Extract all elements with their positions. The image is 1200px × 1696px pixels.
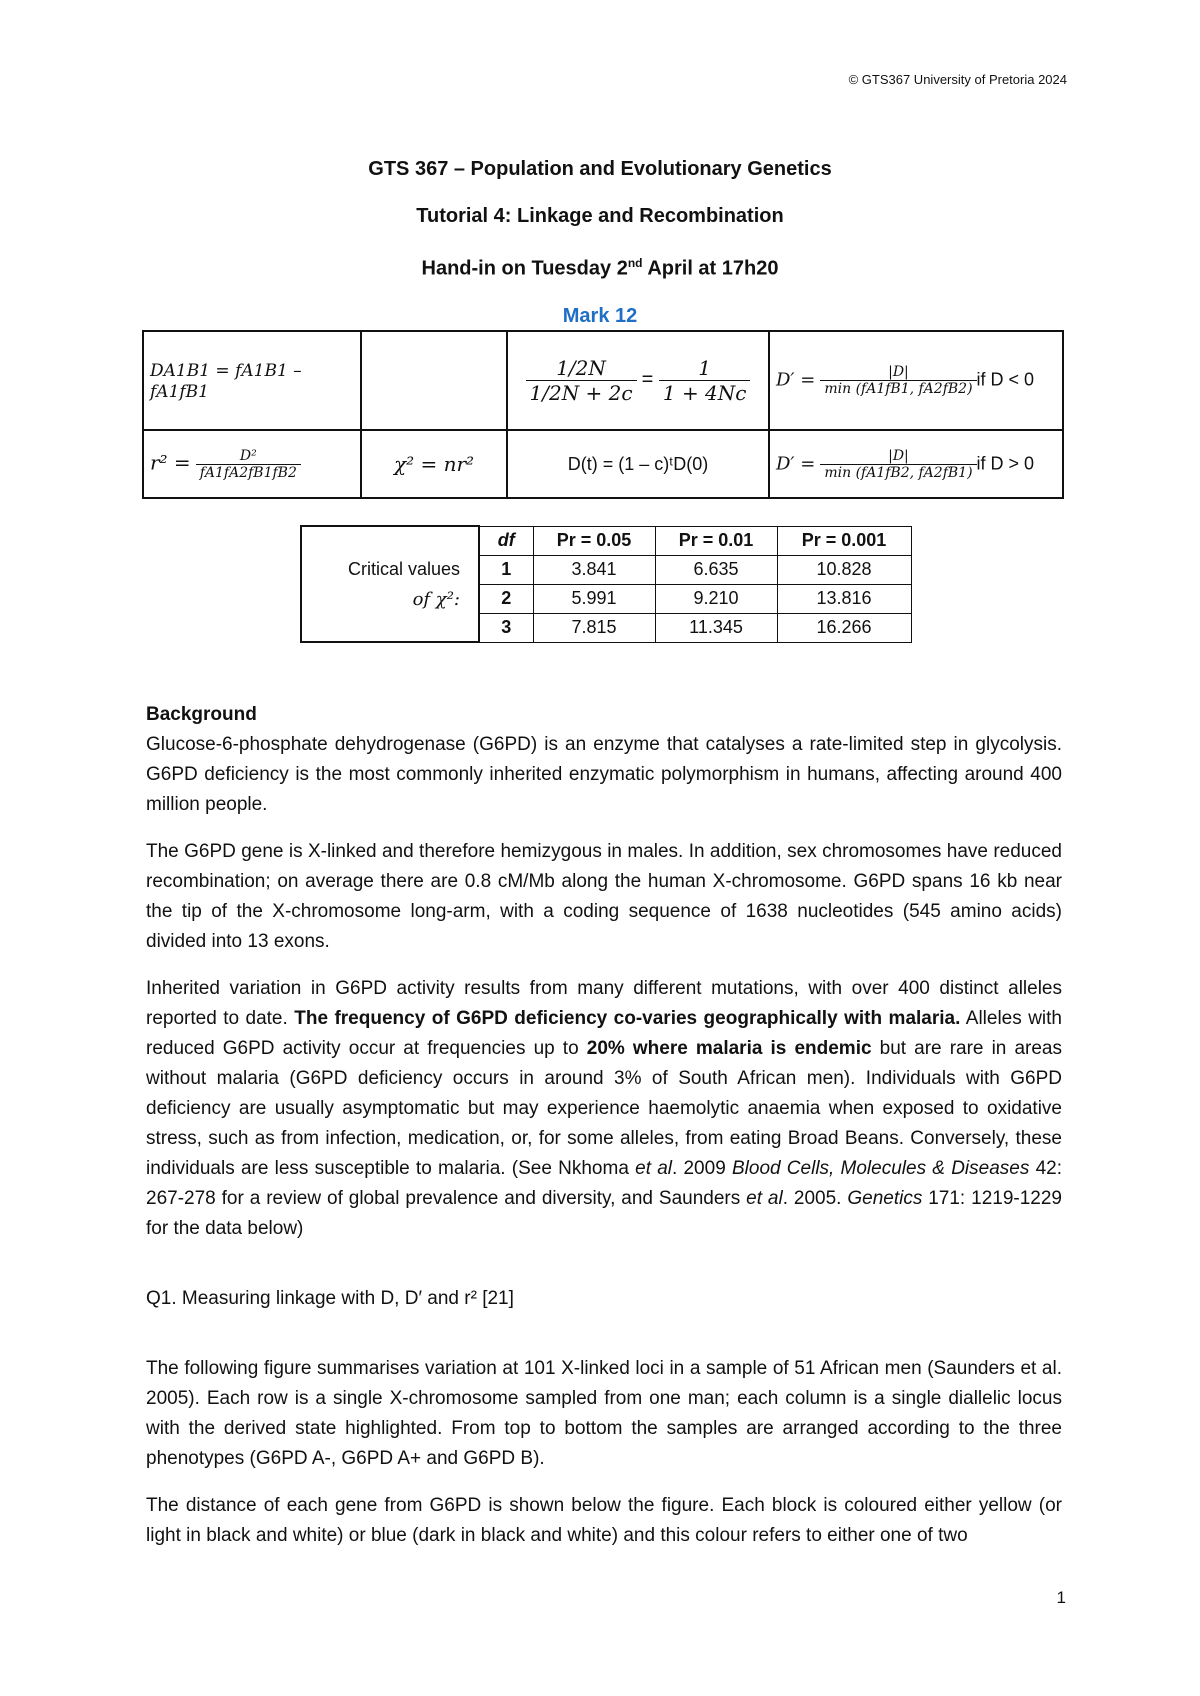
critical-values-label: Critical values of χ²: — [301, 526, 479, 642]
table-row: 1 3.841 6.635 10.828 — [301, 555, 911, 584]
background-heading: Background — [146, 704, 257, 725]
copyright-notice: © GTS367 University of Pretoria 2024 — [848, 72, 1067, 87]
formula-empty-cell — [361, 331, 507, 430]
table-row: 2 5.991 9.210 13.816 — [301, 584, 911, 613]
col-header-p001: Pr = 0.01 — [655, 526, 777, 555]
question-1-heading: Q1. Measuring linkage with D, D′ and r² [21] — [146, 1288, 514, 1309]
formula-dprime-pos: D′ = $\frac{|D|}{\min (fA1fB2, fA2fB1)}$ if D > 0 — [769, 430, 1063, 498]
formula-d: DA1B1 = fA1B1 – fA1fB1 — [143, 331, 361, 430]
paragraph-figure: The following figure summarises variation at 101 X-linked loci in a sample of 51 African men (Saunders et al. 2005). Each row is a single X-chromosome sampled from one man; each column is a single diallelic locus with the derived state highlighted. From top to bottom the samples are arranged according to the three phenotypes (G6PD A-, G6PD A+ and G6PD B). — [146, 1358, 1062, 1469]
formula-dprime-neg: D′ = $\frac{|D|}{\min (fA1fB1, fA2fB2)}$ if D < 0 — [769, 331, 1063, 430]
col-header-p005: Pr = 0.05 — [533, 526, 655, 555]
handin-date: Hand-in on Tuesday 2nd April at 17h20 — [421, 256, 779, 280]
paragraph-gene: The G6PD gene is X-linked and therefore hemizygous in males. In addition, sex chromosomes have reduced recombination; on average there are 0.8 cM/Mb along the human X-chromosome. G6PD spans 16 kb near the tip of the X-chromosome long-arm, with a coding sequence of 1638 nucleotides (545 amino acids) divided into 13 exons. — [146, 841, 1062, 952]
formula-ratio: $\frac{1/2N}{1/2N + 2c}$ = $\frac{1}{1 + 4Nc}$ — [507, 331, 769, 430]
table-row: 3 7.815 11.345 16.266 — [301, 613, 911, 642]
page-number: 1 — [1056, 1588, 1066, 1607]
paragraph-intro: Glucose-6-phosphate dehydrogenase (G6PD) is an enzyme that catalyses a rate-limited step in glycolysis. G6PD deficiency is the most commonly inherited enzymatic polymorphism in humans, affecting around 400 million people. — [146, 734, 1062, 815]
tutorial-title: Tutorial 4: Linkage and Recombination — [416, 205, 784, 227]
mark-total: Mark 12 — [562, 304, 638, 327]
paragraph-distance: The distance of each gene from G6PD is shown below the figure. Each block is coloured either yellow (or light in black and white) or blue (dark in black and white) and this colour refers to either one of two — [146, 1495, 1062, 1546]
formula-r2: r² = $\frac{\text{D²}}{fA1fA2fB1fB2}$ — [143, 430, 361, 498]
formula-chi2: χ² = nr² — [361, 430, 507, 498]
col-header-df: df — [479, 526, 533, 555]
formula-table — [142, 330, 1064, 499]
title-block — [0, 146, 1200, 340]
body-text — [146, 700, 1062, 1568]
course-title: GTS 367 – Population and Evolutionary Genetics — [368, 158, 832, 180]
paragraph-variation: Inherited variation in G6PD activity results from many different mutations, with over 400 distinct alleles reported to date. The frequency of G6PD deficiency co-varies geographically with malaria. Alleles with reduced G6PD activity occur at frequencies up to 20% where malaria is endemic but are rare in areas without malaria (G6PD deficiency occurs in around 3% of South African men). Individuals with G6PD deficiency are usually asymptomatic but may experience haemolytic anaemia when exposed to oxidative stress, such as from infection, medication, or, for some alleles, from eating Broad Beans. Conversely, these individuals are less susceptible to malaria. (See Nkhoma et al. 2009 Blood Cells, Molecules & Diseases 42: 267-278 for a review of global prevalence and diversity, and Saunders et al. 2005. Genetics 171: 1219-1229 for the data below) — [146, 978, 1062, 1239]
critical-values-table — [300, 525, 912, 643]
formula-decay: D(t) = (1 – c)ᵗD(0) — [507, 430, 769, 498]
col-header-p0001: Pr = 0.001 — [777, 526, 911, 555]
